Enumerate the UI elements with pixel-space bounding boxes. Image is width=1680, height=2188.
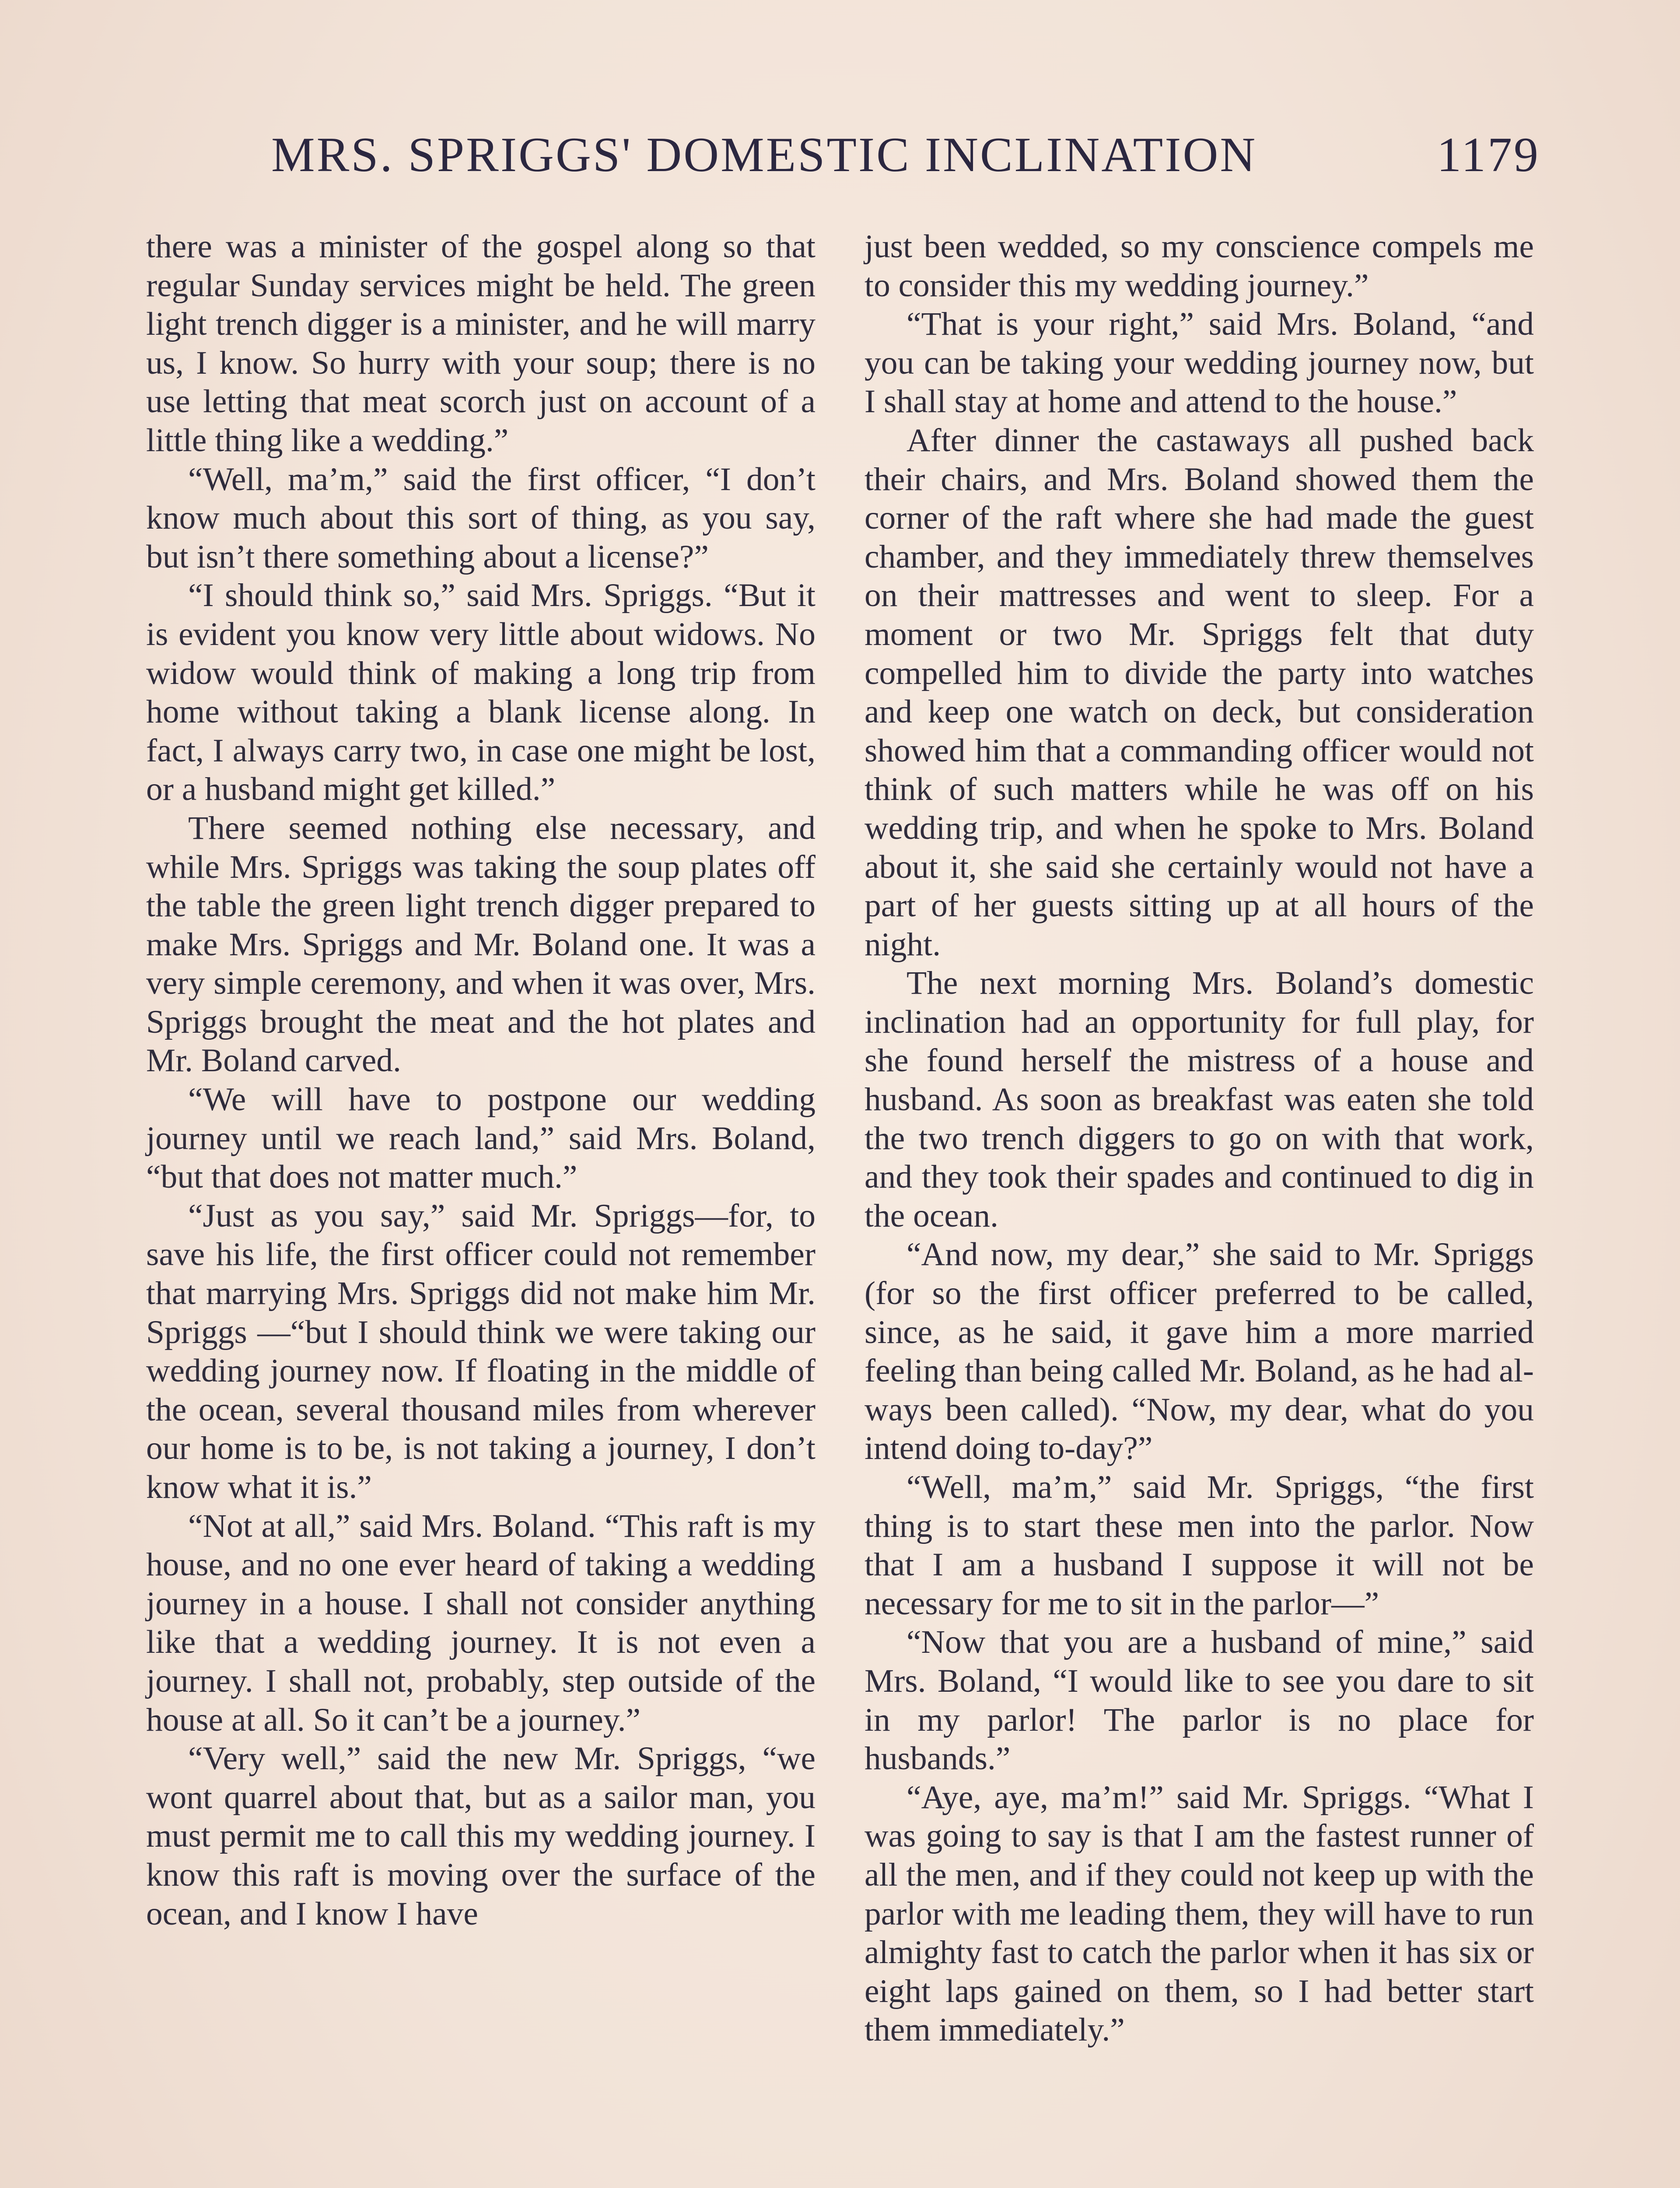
paragraph: “Aye, aye, ma’m!” said Mr. Spriggs. “What I was going to say is that I am the fastest runner of all the men, and if they could not keep up with the parlor with me leading them, they will have to run almighty fast to catch the parlor when it has six or eight laps gained on them, so I had better start them immediately.” <box>864 1779 1534 2048</box>
paragraph: “Well, ma’m,” said the first officer, “I don’t know much about this sort of thing, as you say, but isn’t there something about a license?” <box>146 461 816 575</box>
paragraph: “Now that you are a husband of mine,” said Mrs. Boland, “I would like to see you dare to sit in my parlor! The parlor is no place for husbands.” <box>864 1624 1534 1777</box>
paragraph: “And now, my dear,” she said to Mr. Spriggs (for so the first officer preferred to be called, since, as he said, it gave him a more married feeling than being called Mr. Boland, as he had always been called). “Now, my dear, what do you intend doing to-day?” <box>864 1236 1534 1467</box>
paragraph: “Very well,” said the new Mr. Spriggs, “we wont quarrel about that, but as a sailor man, you must permit me to call this my wedding journey. I know this raft is moving over the surface of the ocean, and I know I have <box>146 1740 816 1932</box>
paragraph: The next morning Mrs. Boland’s domestic inclination had an opportunity for full play, for she found herself the mistress of a house and husband. As soon as breakfast was eaten she told the two trench diggers to go on with that work, and they took their spades and continued to dig in the ocean. <box>864 965 1534 1234</box>
left-column <box>146 228 816 1933</box>
running-title: MRS. SPRIGGS' DOMESTIC INCLINATION <box>271 128 1257 182</box>
paragraph: After dinner the castaways all pushed back their chairs, and Mrs. Boland showed them the corner of the raft where she had made the guest chamber, and they immediately threw themselves on their mattresses and went to sleep. For a moment or two Mr. Spriggs felt that duty compelled him to divide the party into watches and keep one watch on deck, but consideration showed him that a commanding officer would not think of such matters while he was off on his wedding trip, and when he spoke to Mrs. Boland about it, she said she certainly would not have a part of her guests sitting up at all hours of the night. <box>864 422 1534 963</box>
paragraph: “Not at all,” said Mrs. Boland. “This raft is my house, and no one ever heard of taking a wedding journey in a house. I shall not consider anything like that a wedding journey. It is not even a journey. I shall not, probably, step outside of the house at all. So it can’t be a journey.” <box>146 1508 816 1738</box>
running-header <box>271 127 1540 183</box>
paragraph: “Just as you say,” said Mr. Spriggs—for, to save his life, the first officer could not remember that marrying Mrs. Spriggs did not make him Mr. Spriggs —“but I should think we were taking our wedding journey now. If floating in the middle of the ocean, several thousand miles from wherever our home is to be, is not taking a journey, I don’t know what it is.” <box>146 1197 816 1505</box>
paragraph: just been wedded, so my conscience compels me to consider this my wedding journey.” <box>864 228 1534 304</box>
paragraph: “That is your right,” said Mrs. Boland, “and you can be taking your wedding journey now, but I shall stay at home and attend to the house.” <box>864 306 1534 420</box>
paragraph: “We will have to postpone our wedding journey until we reach land,” said Mrs. Boland, “but that does not matter much.” <box>146 1081 816 1196</box>
paragraph: “I should think so,” said Mrs. Spriggs. “But it is evident you know very little about widows. No widow would think of making a long trip from home without taking a blank license along. In fact, I always carry two, in case one might be lost, or a husband might get killed.” <box>146 577 816 808</box>
right-column <box>864 228 1534 2050</box>
paragraph: there was a minister of the gospel along so that regular Sunday services might be held. The green light trench digger is a minister, and he will marry us, I know. So hurry with your soup; there is no use letting that meat scorch just on account of a little thing like a wedding.” <box>146 228 816 459</box>
page-number: 1179 <box>1437 128 1540 182</box>
paragraph: There seemed nothing else necessary, and while Mrs. Spriggs was taking the soup plates off the table the green light trench digger prepared to make Mrs. Spriggs and Mr. Boland one. It was a very simple ceremony, and when it was over, Mrs. Spriggs brought the meat and the hot plates and Mr. Boland carved. <box>146 810 816 1079</box>
paragraph: “Well, ma’m,” said Mr. Spriggs, “the first thing is to start these men into the parlor. Now that I am a husband I suppose it will not be necessary for me to sit in the parlor—” <box>864 1469 1534 1622</box>
